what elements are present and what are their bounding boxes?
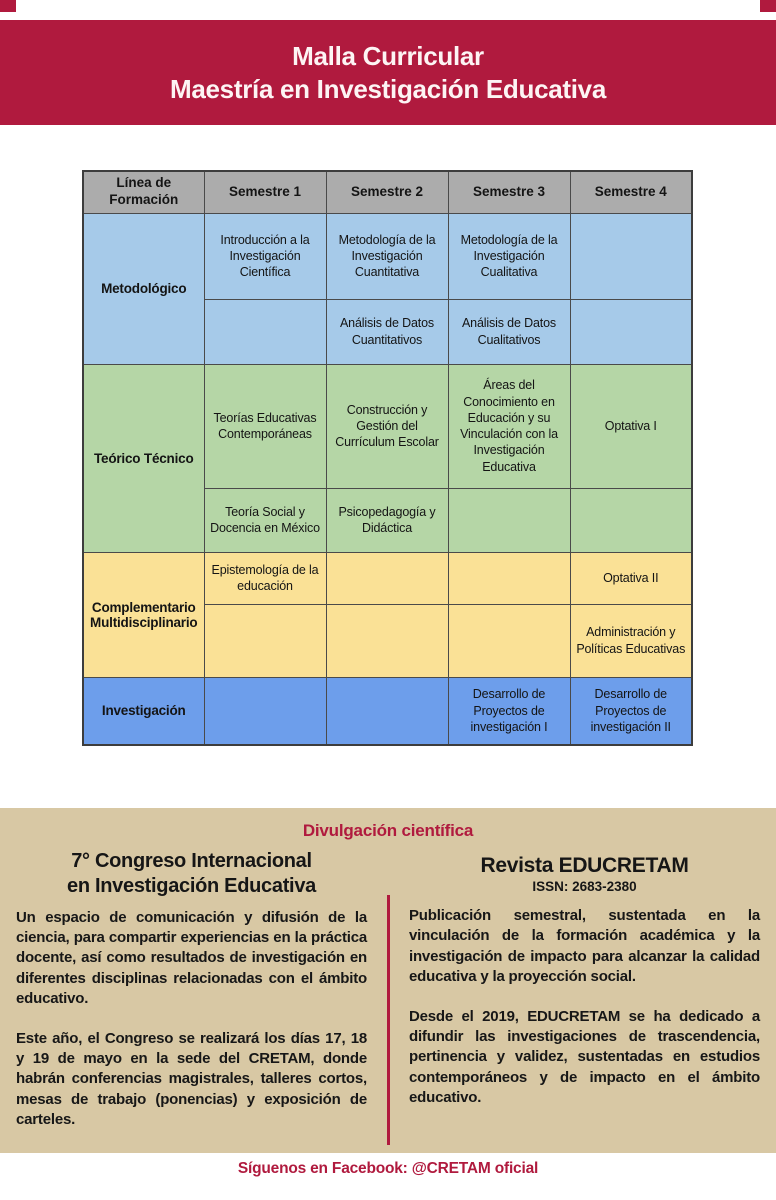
- revista-paragraph-1: Publicación semestral, sustentada en la vinculación de la formación académica y la investigación de impacto para alcanzar la calidad educativa y la proyección social.: [409, 907, 760, 986]
- course-cell: Desarrollo de Proyectos de investigación I: [448, 677, 570, 745]
- course-cell: Teoría Social y Docencia en México: [204, 488, 326, 552]
- page-title: Malla Curricular: [292, 41, 484, 71]
- red-divider: [387, 895, 390, 1145]
- page-subtitle: Maestría en Investigación Educativa: [170, 74, 606, 104]
- table-header-row: [83, 171, 692, 213]
- course-cell-empty: [204, 677, 326, 745]
- column-header-linea-formacion: Línea de Formación: [83, 171, 204, 213]
- title-banner: [0, 20, 776, 125]
- divulgacion-title: Divulgación científica: [302, 821, 474, 840]
- course-cell: Epistemología de la educación: [204, 552, 326, 604]
- table-row: [83, 213, 692, 299]
- revista-column: [409, 849, 760, 1150]
- column-header-semestre-1: Semestre 1: [204, 171, 326, 213]
- revista-paragraph-2: Desde el 2019, EDUCRETAM se ha dedicado a difundir las investigaciones de trascendencia, pertinencia y validez, sustentadas en estudios contemporáneos y de impacto en el ámbito educativo.: [409, 1007, 760, 1107]
- congreso-heading-line2: en Investigación Educativa: [67, 874, 316, 897]
- course-cell-empty: [204, 299, 326, 364]
- table-row: [83, 364, 692, 488]
- course-cell: Desarrollo de Proyectos de investigación II: [570, 677, 692, 745]
- group-label-metodologico: Metodológico: [83, 213, 204, 364]
- course-cell-empty: [326, 677, 448, 745]
- course-cell-empty: [326, 552, 448, 604]
- course-cell: Optativa II: [570, 552, 692, 604]
- course-cell-empty: [326, 604, 448, 677]
- group-label-teorico-tecnico: Teórico Técnico: [83, 364, 204, 552]
- congreso-column: [16, 849, 367, 1150]
- corner-accent-right: [760, 0, 776, 12]
- column-header-semestre-3: Semestre 3: [448, 171, 570, 213]
- group-label-complementario: Complementario Multidisciplinario: [83, 552, 204, 677]
- course-cell: Metodología de la Investigación Cualitativa: [448, 213, 570, 299]
- course-cell: Administración y Políticas Educativas: [570, 604, 692, 677]
- corner-accent-left: [0, 0, 16, 12]
- congreso-paragraph-2: Este año, el Congreso se realizará los días 17, 18 y 19 de mayo en la sede del CRETAM, donde habrán conferencias magistrales, talleres cortos, mesas de trabajo (ponencias) y exposición de carteles.: [16, 1029, 367, 1129]
- revista-issn: ISSN: 2683-2380: [532, 879, 637, 895]
- course-cell: Áreas del Conocimiento en Educación y su Vinculación con la Investigación Educativa: [448, 364, 570, 488]
- table-row: [83, 677, 692, 745]
- table-row: [83, 552, 692, 604]
- course-cell-empty: [448, 604, 570, 677]
- column-header-semestre-4: Semestre 4: [570, 171, 692, 213]
- group-label-investigacion: Investigación: [83, 677, 204, 745]
- course-cell: Construcción y Gestión del Currículum Escolar: [326, 364, 448, 488]
- course-cell: Metodología de la Investigación Cuantitativa: [326, 213, 448, 299]
- course-cell: Introducción a la Investigación Científica: [204, 213, 326, 299]
- divulgacion-section: [0, 808, 776, 1153]
- course-cell-empty: [570, 299, 692, 364]
- course-cell-empty: [448, 552, 570, 604]
- course-cell-empty: [204, 604, 326, 677]
- course-cell-empty: [570, 488, 692, 552]
- course-cell: Optativa I: [570, 364, 692, 488]
- course-cell: Teorías Educativas Contemporáneas: [204, 364, 326, 488]
- congreso-paragraph-1: Un espacio de comunicación y difusión de la ciencia, para compartir experiencias en la práctica docente, así como resultados de investigación en diferentes disciplinas relacionadas con el ámbito educativo.: [16, 908, 367, 1008]
- course-cell: Análisis de Datos Cuantitativos: [326, 299, 448, 364]
- course-cell-empty: [448, 488, 570, 552]
- curriculum-table: [82, 170, 693, 746]
- facebook-note: Síguenos en Facebook: @CRETAM oficial: [237, 1160, 539, 1177]
- course-cell: Psicopedagogía y Didáctica: [326, 488, 448, 552]
- congreso-heading-line1: 7° Congreso Internacional: [71, 850, 312, 872]
- column-header-semestre-2: Semestre 2: [326, 171, 448, 213]
- congreso-heading: [16, 849, 367, 899]
- revista-heading: Revista EDUCRETAM: [480, 854, 689, 877]
- course-cell: Análisis de Datos Cualitativos: [448, 299, 570, 364]
- course-cell-empty: [570, 213, 692, 299]
